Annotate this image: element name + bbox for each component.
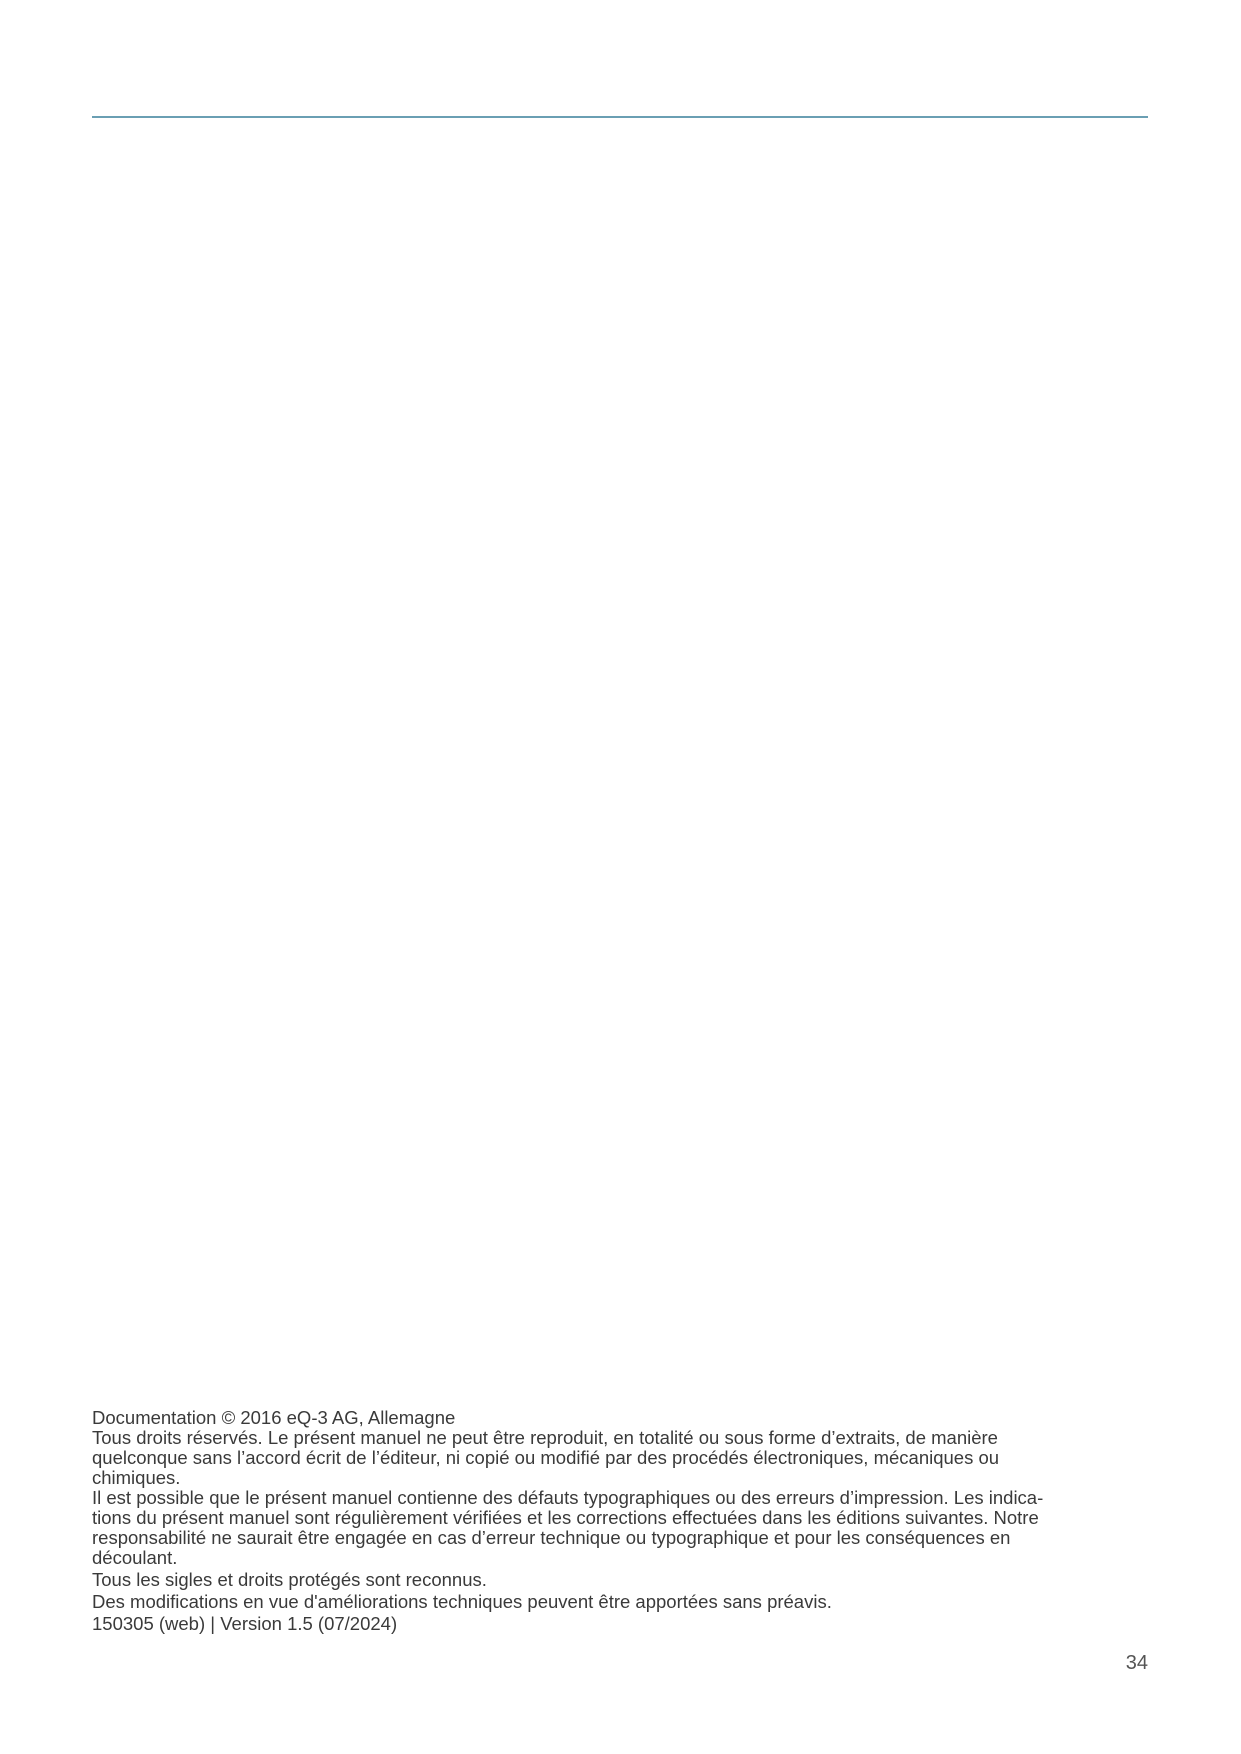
trademarks-line: Tous les sigles et droits protégés sont reconnus. [92,1569,487,1590]
errors-paragraph-line: découlant. [92,1547,178,1568]
rights-paragraph-line: chimiques. [92,1467,181,1488]
rights-paragraph-line: quelconque sans l’accord écrit de l’éditeur, ni copié ou modifié par des procédés électroniques, mécaniques ou [92,1447,1000,1468]
rights-paragraph-line: Tous droits réservés. Le présent manuel ne peut être reproduit, en totalité ou sous forme d’extraits, de manière [92,1427,998,1448]
copyright-line: Documentation © 2016 eQ-3 AG, Allemagne [92,1407,456,1428]
changes-line: Des modifications en vue d'améliorations techniques peuvent être apportées sans préavis. [92,1591,832,1612]
version-line: 150305 (web) | Version 1.5 (07/2024) [92,1613,398,1634]
legal-notice [92,1408,1152,1634]
header-rule [92,116,1148,118]
errors-paragraph-line: responsabilité ne saurait être engagée en cas d’erreur technique ou typographique et pour les conséquences en [92,1527,1011,1548]
page-number: 34 [1125,1652,1148,1674]
errors-paragraph-line: tions du présent manuel sont régulièrement vérifiées et les corrections effectuées dans les éditions suivantes. Notre [92,1507,1039,1528]
errors-paragraph-line: Il est possible que le présent manuel contienne des défauts typographiques ou des erreurs d’impression. Les indica- [92,1487,1044,1508]
